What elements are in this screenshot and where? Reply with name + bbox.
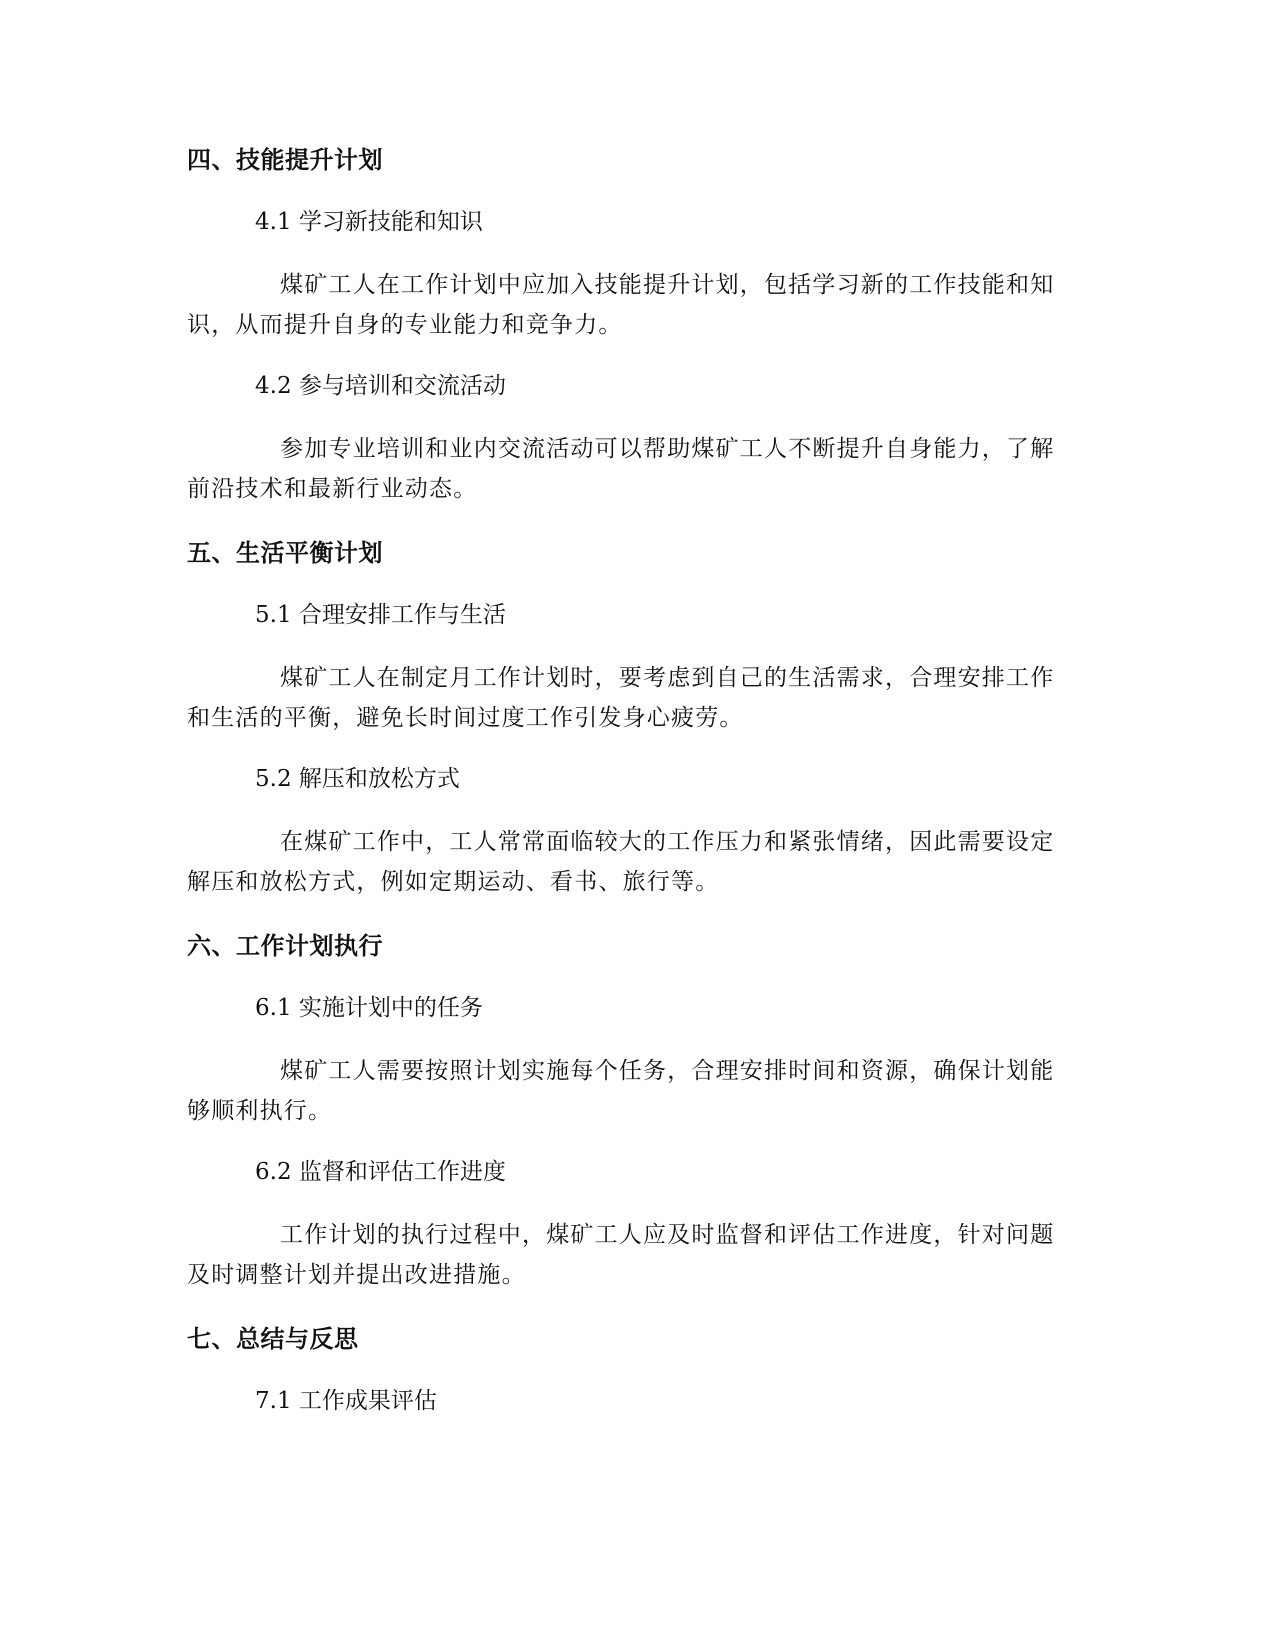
subsection-title-7-1: 7.1 工作成果评估 bbox=[255, 1388, 437, 1414]
paragraph-line: 前沿技术和最新行业动态。 bbox=[187, 476, 478, 502]
section-heading-4: 四、技能提升计划 bbox=[187, 146, 383, 174]
section-heading-7: 七、总结与反思 bbox=[187, 1325, 359, 1353]
paragraph-line: 识，从而提升自身的专业能力和竞争力。 bbox=[187, 312, 623, 338]
paragraph-line: 煤矿工人在工作计划中应加入技能提升计划，包括学习新的工作技能和知 bbox=[280, 272, 1055, 298]
paragraph-line: 够顺利执行。 bbox=[187, 1098, 333, 1124]
subsection-title-5-2: 5.2 解压和放松方式 bbox=[255, 766, 460, 792]
paragraph-line: 工作计划的执行过程中，煤矿工人应及时监督和评估工作进度，针对问题 bbox=[280, 1222, 1055, 1248]
paragraph-line: 在煤矿工作中，工人常常面临较大的工作压力和紧张情绪，因此需要设定 bbox=[280, 829, 1055, 855]
subsection-title-4-1: 4.1 学习新技能和知识 bbox=[255, 209, 483, 235]
paragraph-line: 参加专业培训和业内交流活动可以帮助煤矿工人不断提升自身能力，了解 bbox=[280, 436, 1055, 462]
paragraph-line: 和生活的平衡，避免长时间过度工作引发身心疲劳。 bbox=[187, 705, 744, 731]
paragraph-line: 解压和放松方式，例如定期运动、看书、旅行等。 bbox=[187, 869, 720, 895]
subsection-title-4-2: 4.2 参与培训和交流活动 bbox=[255, 373, 506, 399]
section-heading-5: 五、生活平衡计划 bbox=[187, 539, 383, 567]
paragraph-line: 煤矿工人需要按照计划实施每个任务，合理安排时间和资源，确保计划能 bbox=[280, 1058, 1055, 1084]
section-heading-6: 六、工作计划执行 bbox=[187, 932, 383, 960]
paragraph-line: 及时调整计划并提出改进措施。 bbox=[187, 1262, 526, 1288]
subsection-title-6-2: 6.2 监督和评估工作进度 bbox=[255, 1159, 506, 1185]
subsection-title-5-1: 5.1 合理安排工作与生活 bbox=[255, 602, 506, 628]
subsection-title-6-1: 6.1 实施计划中的任务 bbox=[255, 995, 483, 1021]
paragraph-line: 煤矿工人在制定月工作计划时，要考虑到自己的生活需求，合理安排工作 bbox=[280, 665, 1055, 691]
